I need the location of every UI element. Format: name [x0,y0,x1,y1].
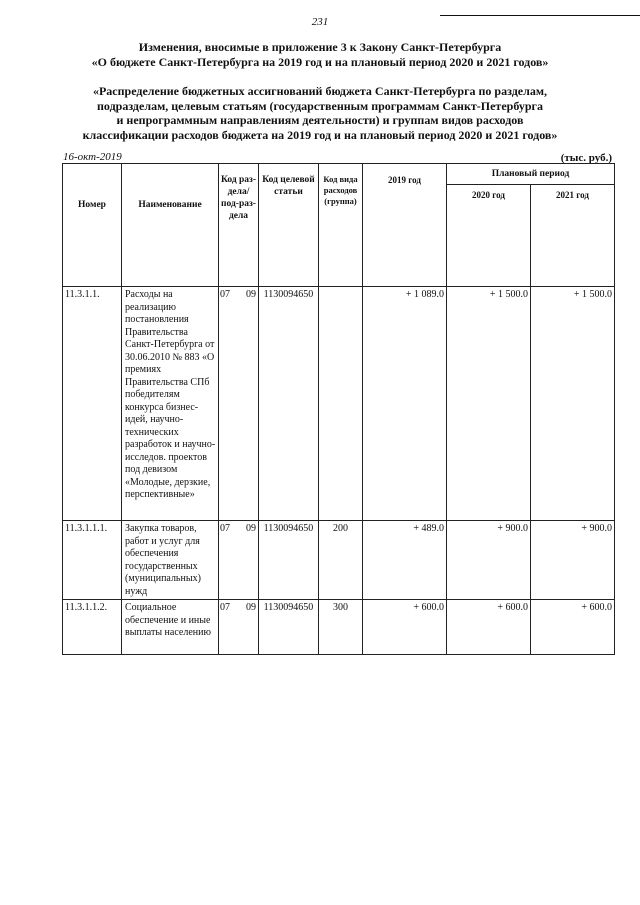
row-amount-2021: + 900.0 [531,521,615,600]
row-amount-2019: + 600.0 [363,600,447,655]
header-2020: 2020 год [447,185,531,287]
row-amount-2021: + 1 500.0 [531,287,615,521]
subsection-code: 09 [246,523,256,534]
section-code: 07 [220,602,230,613]
section-code: 07 [220,289,230,300]
row-number: 11.3.1.1.1. [63,521,122,600]
header-2019: 2019 год [363,164,447,287]
row-name: Расходы на реализацию постановления Правительства Санкт-Петербурга от 30.06.2010 № 883 «О премиях Правительства СПб победителям конкурса бизнес-идей, научно-технических разработок и научно-исследов. проектов под девизом «Молодые, дерзкие, перспективные» [122,287,219,521]
section-code: 07 [220,523,230,534]
section-title-line: подразделам, целевым статьям (государственным программам Санкт-Петербурга [97,98,543,113]
row-section-code [219,287,259,521]
row-target-code: 1130094650 [259,521,319,600]
table-header-row [63,164,615,185]
row-number: 11.3.1.1.2. [63,600,122,655]
row-amount-2020: + 1 500.0 [447,287,531,521]
row-amount-2019: + 1 089.0 [363,287,447,521]
page-number: 231 [311,16,329,28]
section-title-line: и непрограммным направлениям деятельности) и группам видов расходов [116,113,524,127]
row-section-code [219,600,259,655]
subsection-code: 09 [246,602,256,613]
table-row [63,287,615,521]
row-target-code: 1130094650 [259,600,319,655]
row-amount-2019: + 489.0 [363,521,447,600]
row-name: Социальное обеспечение и иные выплаты населению [122,600,219,655]
units-label: (тыс. руб.) [560,152,612,164]
row-amount-2020: + 600.0 [447,600,531,655]
subsection-code: 09 [246,289,256,300]
header-planned-period: Плановый период [447,164,615,185]
header-target-code: Код целевой статьи [259,164,319,287]
row-kind-code: 300 [319,600,363,655]
document-title-line: Изменения, вносимые в приложение 3 к Закону Санкт-Петербурга [138,40,502,54]
row-amount-2021: + 600.0 [531,600,615,655]
top-rule [440,15,640,16]
header-2021: 2021 год [531,185,615,287]
header-kind-code: Код вида расходов (группа) [319,164,363,287]
section-title-line: классификации расходов бюджета на 2019 год и на плановый период 2020 и 2021 годов» [82,127,558,142]
table-row [63,600,615,655]
row-section-code [219,521,259,600]
document-title-line: «О бюджете Санкт-Петербурга на 2019 год и на плановый период 2020 и 2021 годов» [91,55,549,69]
row-kind-code: 200 [319,521,363,600]
budget-table [62,163,615,655]
table-row [63,521,615,600]
header-name: Наименование [122,164,219,287]
section-title [30,84,610,142]
header-section-code: Код раз-дела/ под-раз-дела [219,164,259,287]
document-date: 16-окт-2019 [63,151,122,163]
section-title-line: «Распределение бюджетных ассигнований бюджета Санкт-Петербурга по разделам, [92,84,548,98]
row-kind-code [319,287,363,521]
row-name: Закупка товаров, работ и услуг для обеспечения государственных (муниципальных) нужд [122,521,219,600]
row-number: 11.3.1.1. [63,287,122,521]
document-title [30,40,610,70]
row-target-code: 1130094650 [259,287,319,521]
row-amount-2020: + 900.0 [447,521,531,600]
header-number: Номер [63,164,122,287]
